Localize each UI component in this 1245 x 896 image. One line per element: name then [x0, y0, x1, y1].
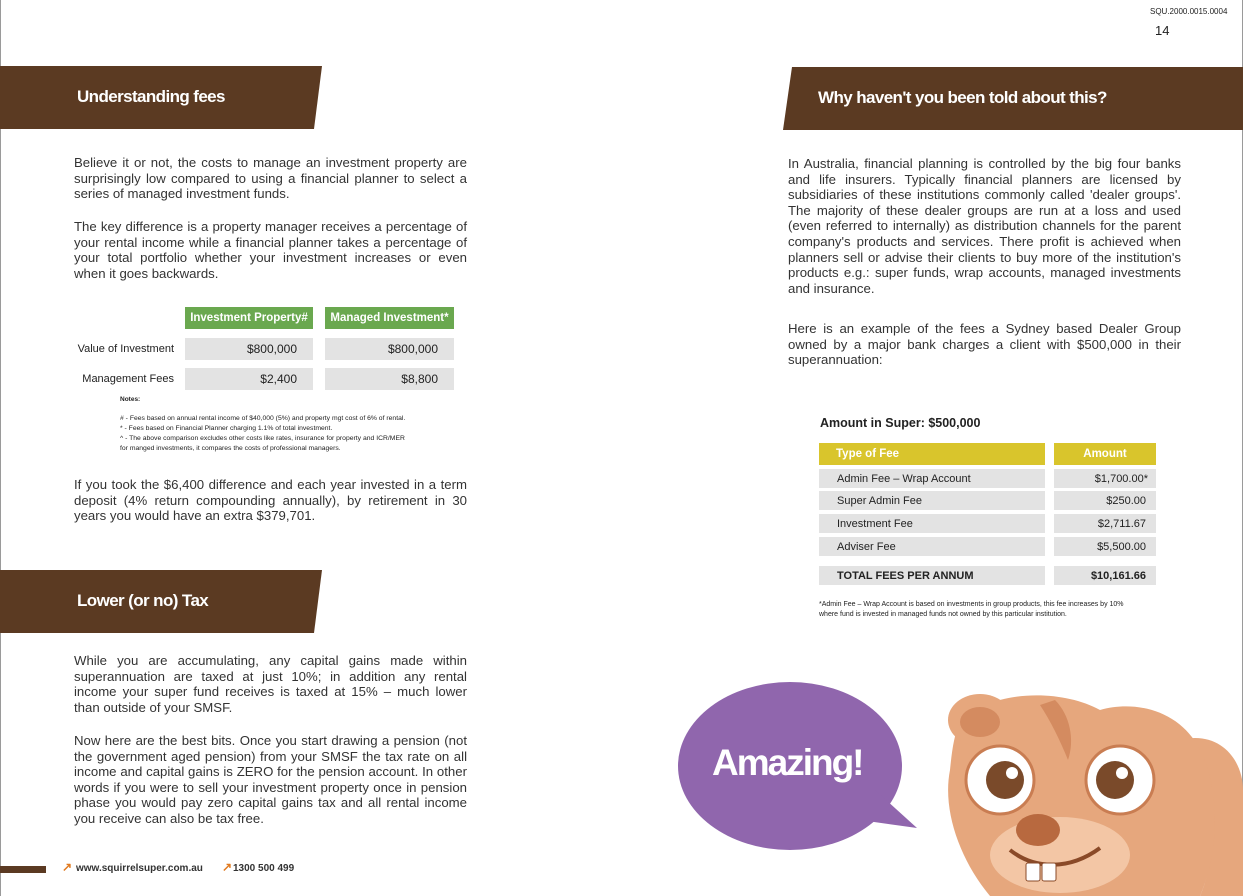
fee-amount-cell: $1,700.00*: [1054, 469, 1156, 488]
page-number: 14: [1155, 23, 1170, 38]
banner-understanding-fees: [0, 66, 322, 129]
total-fees-amount: $10,161.66: [1054, 566, 1156, 585]
col-header-investment-property: Investment Property#: [185, 307, 313, 329]
notes-title: Notes:: [120, 396, 141, 403]
section-title-why-not-told: Why haven't you been told about this?: [818, 88, 1107, 107]
fee-type-cell: Admin Fee – Wrap Account: [819, 469, 1045, 488]
cell-property-value: $800,000: [185, 338, 313, 360]
speech-bubble-text: Amazing!: [712, 742, 863, 783]
banner-why-not-told: [783, 67, 1243, 130]
fee-amount-cell: $5,500.00: [1054, 537, 1156, 556]
footnote-line: *Admin Fee – Wrap Account is based on investments in group products, this fee increases by 10%: [819, 601, 1124, 608]
squirrel-snout: [990, 817, 1130, 893]
squirrel-nose: [1016, 814, 1060, 846]
squirrel-eye-shine: [1116, 767, 1128, 779]
note-line: ^ - The above comparison excludes other costs like rates, insurance for property and ICR/MER: [120, 435, 405, 442]
section-title-understanding-fees: Understanding fees: [77, 87, 225, 106]
squirrel-pupil-right: [1096, 761, 1134, 799]
banner-lower-tax: [0, 570, 322, 633]
col-header-type-of-fee: Type of Fee: [819, 443, 1045, 465]
col-header-managed-investment: Managed Investment*: [325, 307, 454, 329]
fee-amount-cell: $2,711.67: [1054, 514, 1156, 533]
fee-type-cell: Investment Fee: [819, 514, 1045, 533]
cell-property-fees: $2,400: [185, 368, 313, 390]
notes-list: [120, 414, 480, 454]
document-id: SQU.2000.0015.0004: [1150, 7, 1228, 16]
fee-type-cell: Adviser Fee: [819, 537, 1045, 556]
page-edge-left: [0, 0, 1, 896]
footer-website: www.squirrelsuper.com.au: [76, 863, 203, 874]
phone-icon: ↗: [222, 860, 233, 874]
why-paragraph-2: Here is an example of the fees a Sydney based Dealer Group owned by a major bank charges a client with $500,000 in their superannuation:: [788, 321, 1181, 368]
fees-footnote: [819, 600, 1199, 619]
fees-paragraph-2: The key difference is a property manager receives a percentage of your rental income while a financial planner takes a percentage of your total portfolio whether your investment increases or even when it goes backwards.: [74, 219, 467, 281]
footnote-line: where fund is invested in managed funds not owned by this particular institution.: [819, 610, 1067, 618]
cell-managed-fees: $8,800: [325, 368, 454, 390]
note-line: * - Fees based on Financial Planner charging 1.1% of total investment.: [120, 425, 333, 432]
note-line: # - Fees based on annual rental income of $40,000 (5%) and property mgt cost of 6% of rental.: [120, 415, 406, 422]
why-paragraph-1: In Australia, financial planning is controlled by the big four banks and life insurers. Typically financial planners are licensed by subsidiaries of these institutions commonly called 'dealer groups'. The majority of these dealer groups are run at a loss and used (even referred to internally) as distribution channels for the parent company's products and services. There profit is achieved when planners sell or advise their clients to buy more of the institution's products e.g.: super funds, wrap accounts, managed investments and insurance.: [788, 156, 1181, 296]
row-label-fees: Management Fees: [82, 373, 174, 385]
section-title-lower-tax: Lower (or no) Tax: [77, 591, 209, 610]
amount-in-super-label: Amount in Super: $500,000: [820, 416, 981, 430]
globe-icon: ↗: [62, 860, 73, 874]
total-fees-label: TOTAL FEES PER ANNUM: [819, 566, 1045, 585]
fees-paragraph-1: Believe it or not, the costs to manage an investment property are surprisingly low compared to using a financial planner to select a series of managed investment funds.: [74, 155, 467, 202]
fee-amount-cell: $250.00: [1054, 491, 1156, 510]
note-line: for manged investments, it compares the costs of professional managers.: [120, 445, 341, 452]
cell-managed-value: $800,000: [325, 338, 454, 360]
col-header-amount: Amount: [1054, 443, 1156, 465]
squirrel-eye-shine: [1006, 767, 1018, 779]
squirrel-tooth: [1042, 863, 1056, 881]
squirrel-tooth: [1026, 863, 1040, 881]
tax-paragraph-1: While you are accumulating, any capital gains made within superannuation are taxed at just 10%; in addition any rental income your super fund receives is taxed at 15% – much lower than outside of your SMSF.: [74, 653, 467, 715]
footer-phone: 1300 500 499: [233, 863, 295, 874]
squirrel-pupil-left: [986, 761, 1024, 799]
row-label-value: Value of Investment: [77, 343, 174, 355]
tax-paragraph-2: Now here are the best bits. Once you start drawing a pension (not the government aged pension) from your SMSF the tax rate on all income and capital gains is ZERO for the pension account. In other words if you were to sell your investment property once in pension phase you would pay zero capital gains tax and all rental income you receive can also be tax free.: [74, 733, 467, 826]
fees-paragraph-3: If you took the $6,400 difference and each year invested in a term deposit (4% return compounding annually), by retirement in 30 years you would have an extra $379,701.: [74, 477, 467, 524]
squirrel-ear-inner: [960, 707, 1000, 737]
fee-type-cell: Super Admin Fee: [819, 491, 1045, 510]
footer-bar: [0, 866, 46, 873]
